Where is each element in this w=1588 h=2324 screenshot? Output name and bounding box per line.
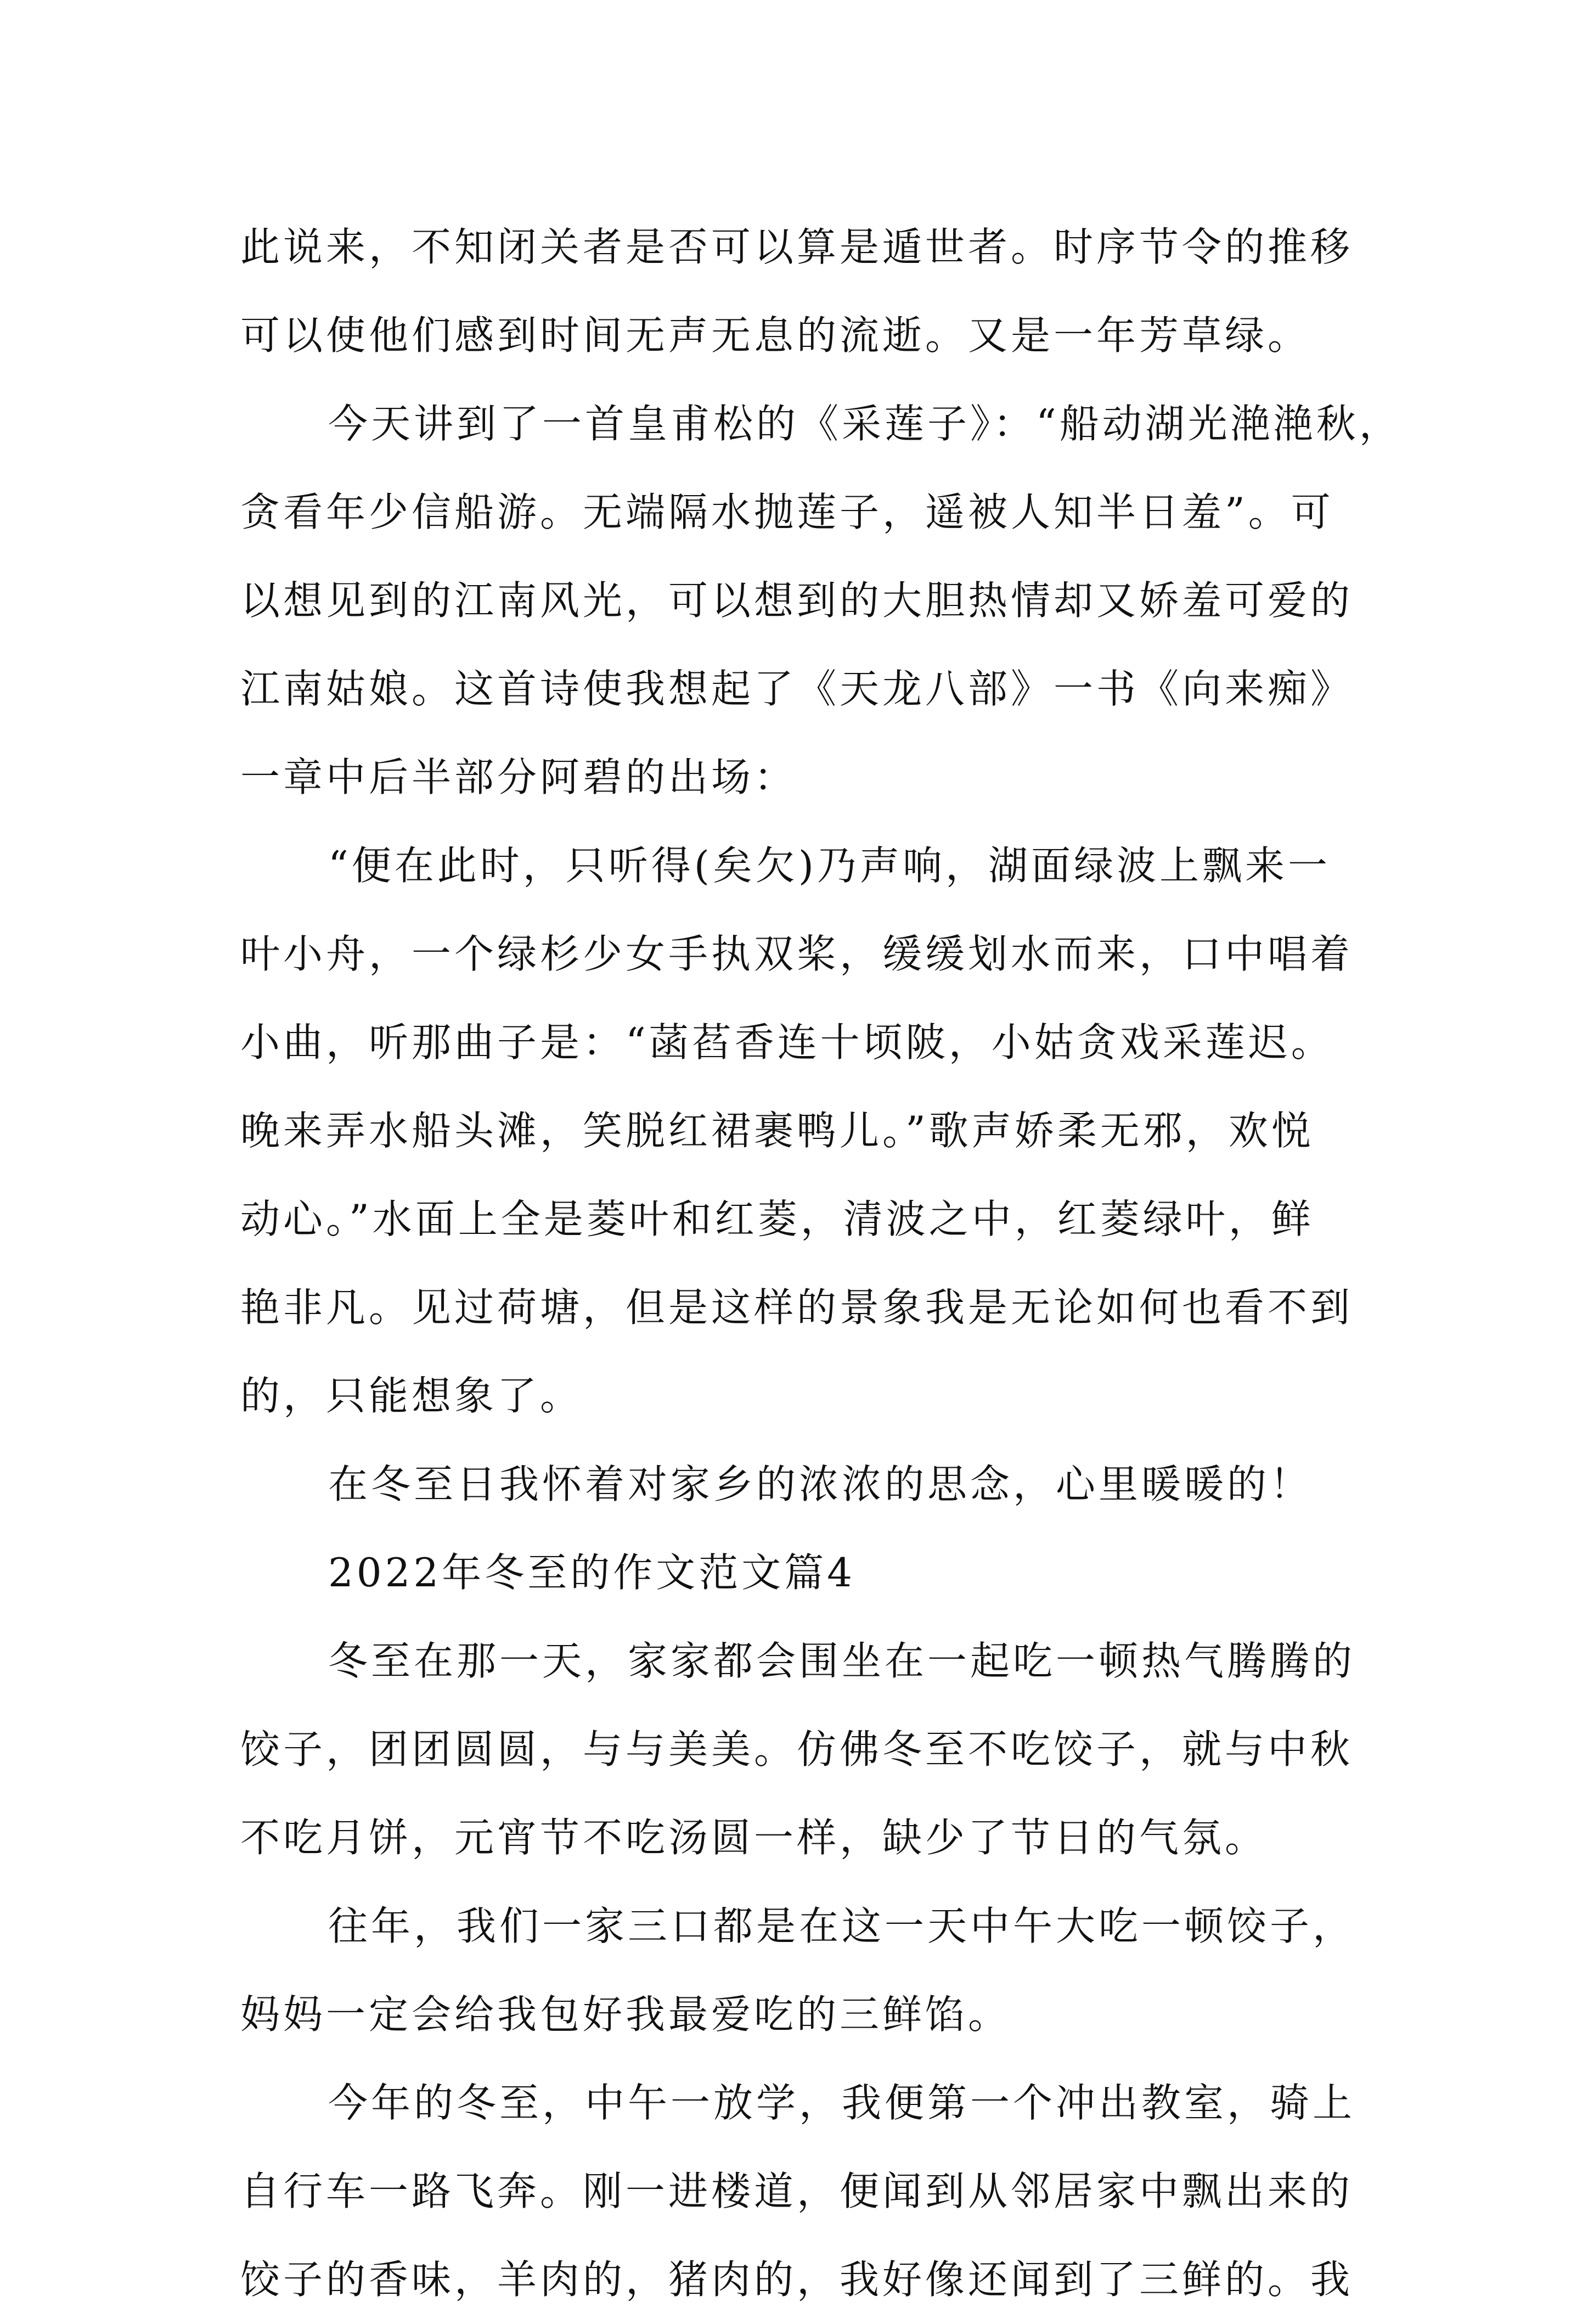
paragraph-start-line: 冬至在那一天，家家都会围坐在一起吃一顿热气腾腾的 [328,1638,1356,1684]
paragraph-start-line: 往年，我们一家三口都是在这一天中午大吃一顿饺子， [328,1903,1356,1949]
text-line: 江南姑娘。这首诗使我想起了《天龙八部》一书《向来痴》 [240,666,1354,712]
text-line: 自行车一路飞奔。刚一进楼道，便闻到从邻居家中飘出来的 [240,2168,1354,2214]
paragraph-start-line: “便在此时，只听得(矣欠)乃声响，湖面绿波上飘来一 [328,843,1331,889]
text-line: 妈妈一定会给我包好我最爱吃的三鲜馅。 [240,1991,1011,2037]
text-line: 艳非凡。见过荷塘，但是这样的景象我是无论如何也看不到 [240,1284,1354,1331]
text-line: 的，只能想象了。 [240,1373,583,1419]
text-line: 以想见到的江南风光，可以想到的大胆热情却又娇羞可爱的 [240,577,1354,624]
text-line: 晚来弄水船头滩，笑脱红裙裹鸭儿。”歌声娇柔无邪，欢悦 [240,1108,1314,1154]
text-line: 饺子的香味，羊肉的，猪肉的，我好像还闻到了三鲜的。我 [240,2256,1354,2303]
text-line: 可以使他们感到时间无声无息的流逝。又是一年芳草绿。 [240,312,1311,358]
paragraph-start-line: 今年的冬至，中午一放学，我便第一个冲出教室，骑上 [328,2080,1356,2126]
text-line: 一章中后半部分阿碧的出场： [240,754,797,800]
section-heading: 2022年冬至的作文范文篇4 [328,1550,856,1596]
text-line: 贪看年少信船游。无端隔水抛莲子，遥被人知半日羞”。可 [240,489,1334,535]
document-body [240,203,1402,2324]
text-line: 叶小舟，一个绿杉少女手执双桨，缓缓划水而来，口中唱着 [240,931,1354,977]
paragraph-start-line: 今天讲到了一首皇甫松的《采莲子》：“船动湖光滟滟秋， [328,401,1402,447]
text-line: 不吃月饼，元宵节不吃汤圆一样，缺少了节日的气氛。 [240,1815,1268,1861]
text-line: 动心。”水面上全是菱叶和红菱，清波之中，红菱绿叶，鲜 [240,1196,1314,1242]
text-line: 饺子，团团圆圆，与与美美。仿佛冬至不吃饺子，就与中秋 [240,1726,1354,1772]
paragraph-start-line: 在冬至日我怀着对家乡的浓浓的思念，心里暖暖的！ [328,1461,1313,1507]
text-line: 小曲，听那曲子是：“菡萏香连十顷陂，小姑贪戏采莲迟。 [240,1019,1334,1065]
text-line: 此说来，不知闭关者是否可以算是遁世者。时序节令的推移 [240,224,1354,270]
